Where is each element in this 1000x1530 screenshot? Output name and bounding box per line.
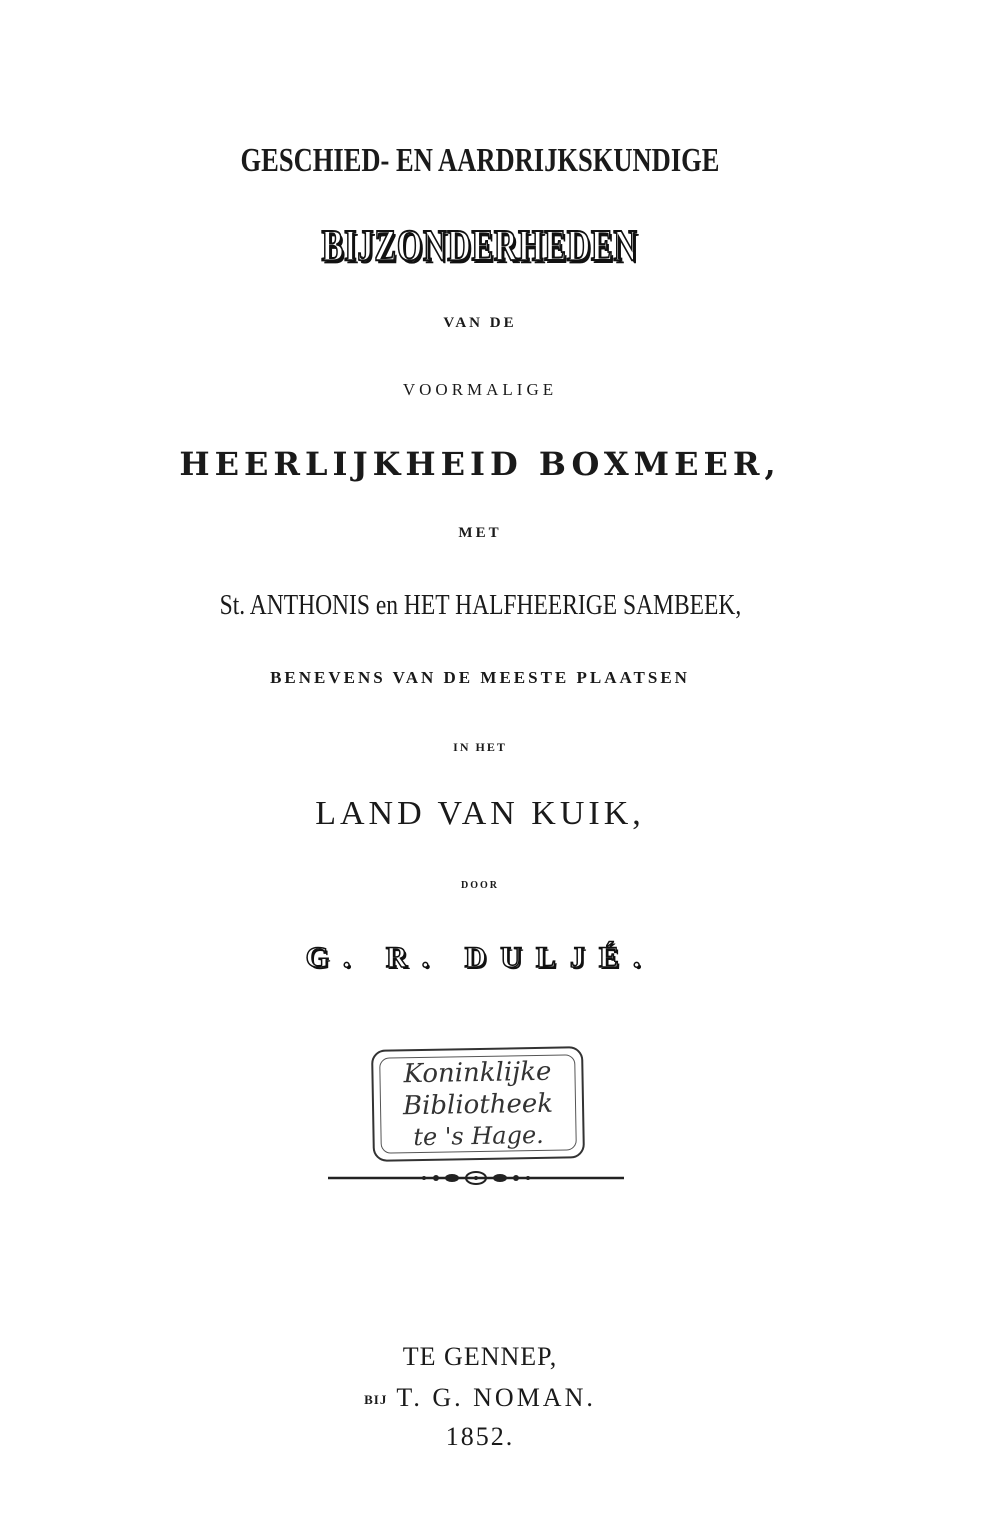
- title-line-heerlijkheid: HEERLIJKHEID BOXMEER,: [179, 445, 781, 483]
- title-line-in-het: IN HET: [453, 740, 507, 754]
- imprint-by-prefix: BIJ: [364, 1392, 388, 1408]
- title-line-door: DOOR: [461, 880, 499, 891]
- title-line-land-van-kuik: LAND VAN KUIK,: [315, 795, 645, 832]
- imprint-publisher: T. G. NOMAN.: [396, 1383, 596, 1412]
- library-stamp: [371, 1046, 585, 1162]
- title-line-geschied-text: GESCHIED- EN AARDRIJKSKUNDIGE: [240, 142, 720, 179]
- imprint-place: TE GENNEP,: [402, 1342, 558, 1371]
- title-line-bijzonderheden-text: BIJZONDERHEDEN: [321, 221, 639, 270]
- library-stamp-line1: Koninklijke: [403, 1056, 552, 1090]
- title-line-van-de: VAN DE: [443, 315, 517, 331]
- title-line-bijzonderheden: [0, 220, 960, 271]
- author-name: [0, 940, 960, 975]
- library-stamp-line2: Bibliotheek: [402, 1088, 554, 1122]
- title-line-voormalige: VOORMALIGE: [402, 380, 558, 399]
- title-line-geschied: [0, 140, 960, 180]
- author-name-text: G. R. DULJÉ.: [305, 941, 655, 974]
- imprint-publisher-line: [0, 1383, 960, 1413]
- imprint-year: 1852.: [445, 1422, 515, 1451]
- title-line-anthonis-text: St. ANTHONIS en HET HALFHEERIGE SAMBEEK,: [219, 590, 741, 621]
- title-line-met: MET: [458, 525, 502, 541]
- library-stamp-line3: te 's Hage.: [413, 1120, 545, 1152]
- title-line-benevens: BENEVENS VAN DE MEESTE PLAATSEN: [270, 668, 690, 687]
- title-line-anthonis: [0, 588, 960, 622]
- ornamental-rule: [328, 1168, 624, 1188]
